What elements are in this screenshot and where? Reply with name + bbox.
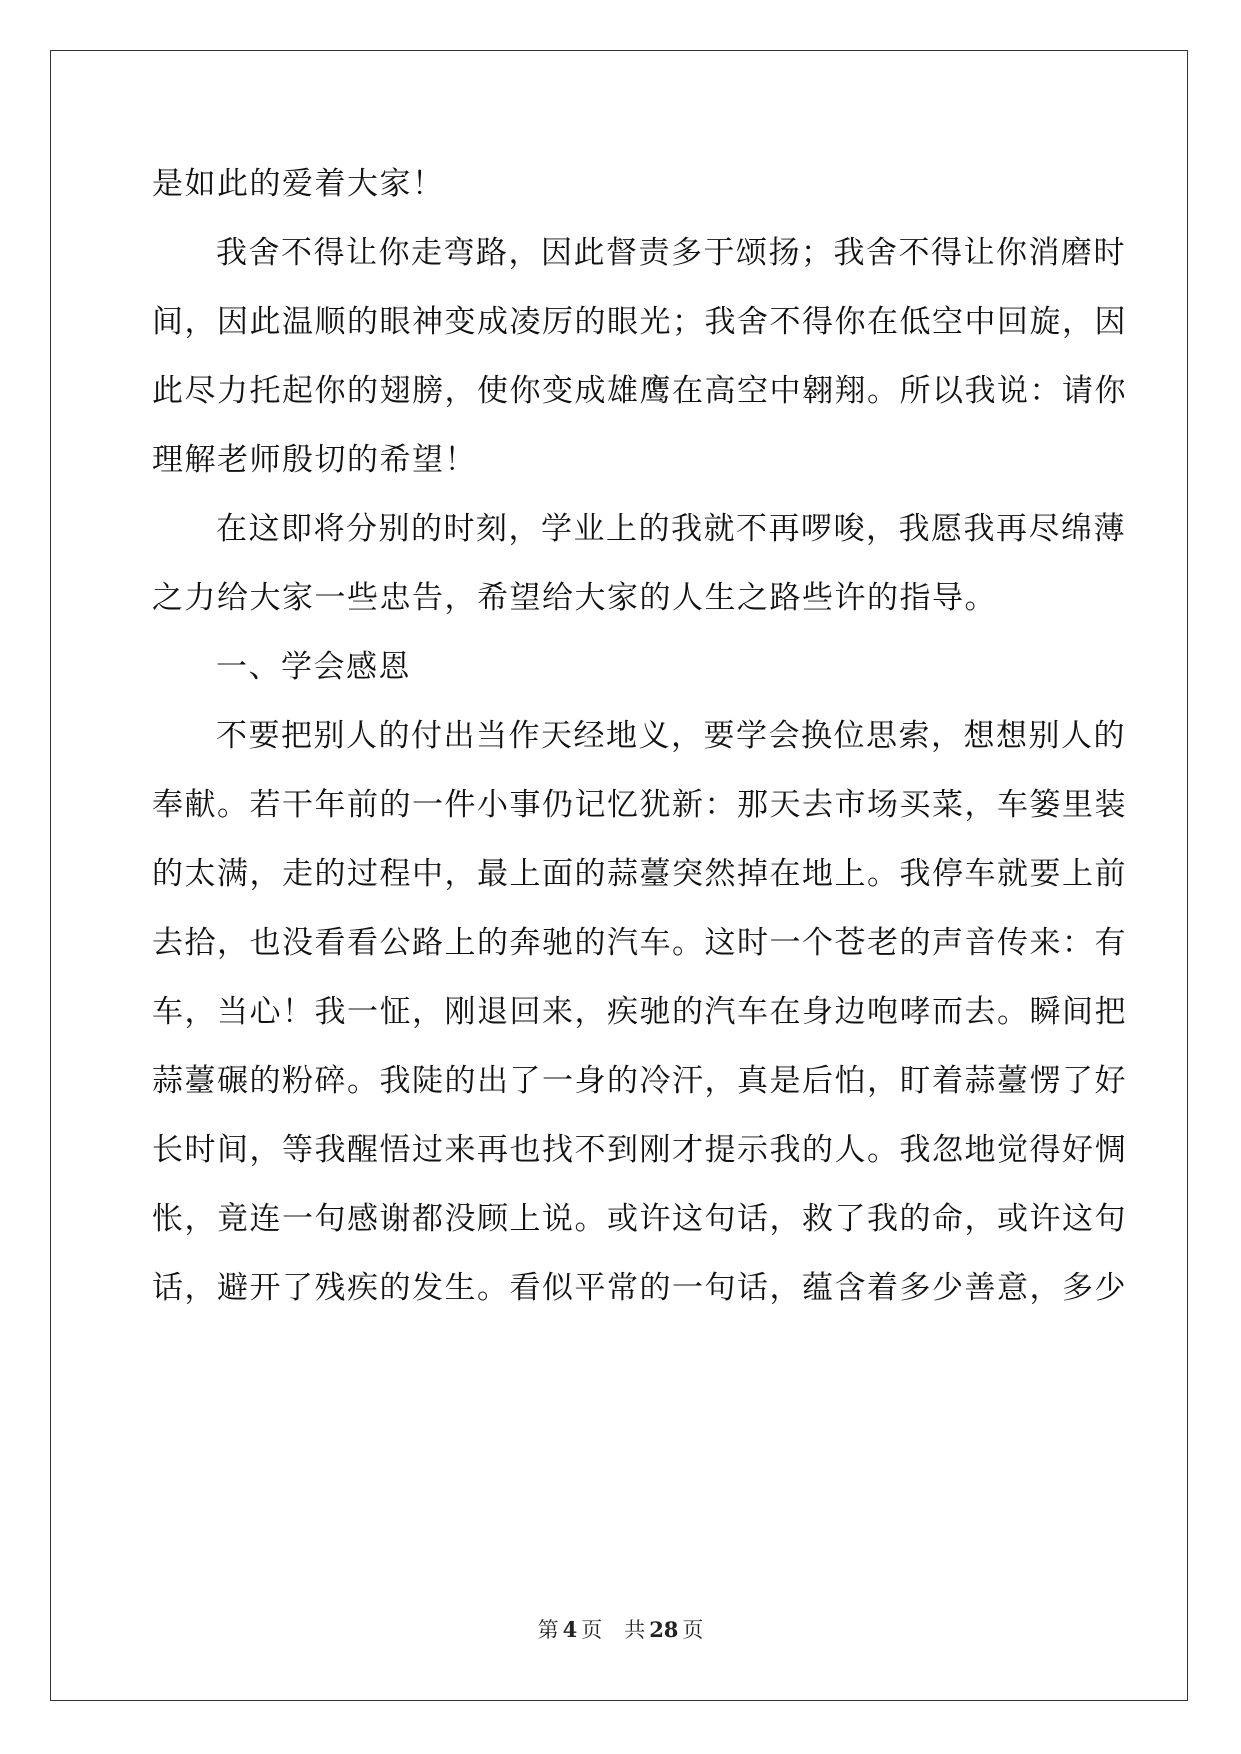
text-line: 我舍不得让你走弯路，因此督责多于颂扬；我舍不得让你消磨时 — [216, 235, 1126, 271]
text-line: 在这即将分别的时刻，学业上的我就不再啰唆，我愿我再尽绵薄 — [216, 511, 1126, 547]
page-total: 28 — [649, 1617, 679, 1642]
text-line: 之力给大家一些忠告，希望给大家的人生之路些许的指导。 — [152, 580, 997, 616]
total-prefix: 共 — [624, 1618, 646, 1642]
text-line: 不要把别人的付出当作天经地义，要学会换位思索，想想别人的 — [216, 718, 1126, 754]
text-line: 去拾，也没看看公路上的奔驰的汽车。这时一个苍老的声音传来：有 — [152, 925, 1127, 961]
page-footer — [0, 1616, 1241, 1644]
page-prefix: 第 — [537, 1618, 559, 1642]
text-line: 间，因此温顺的眼神变成凌厉的眼光；我舍不得你在低空中回旋，因 — [152, 304, 1127, 340]
page-suffix: 页 — [581, 1618, 603, 1642]
text-line: 怅，竟连一句感谢都没顾上说。或许这句话，救了我的命，或许这句 — [152, 1201, 1127, 1237]
text-line: 此尽力托起你的翅膀，使你变成雄鹰在高空中翱翔。所以我说：请你 — [152, 373, 1127, 409]
text-line: 长时间，等我醒悟过来再也找不到刚才提示我的人。我忽地觉得好惆 — [152, 1132, 1127, 1168]
section-heading: 一、学会感恩 — [216, 649, 411, 685]
text-line: 蒜薹碾的粉碎。我陡的出了一身的冷汗，真是后怕，盯着蒜薹愣了好 — [152, 1063, 1127, 1099]
text-line: 奉献。若干年前的一件小事仍记忆犹新：那天去市场买菜，车篓里装 — [152, 787, 1127, 823]
text-line: 是如此的爱着大家！ — [152, 166, 445, 202]
text-line: 理解老师殷切的希望！ — [152, 442, 477, 478]
total-suffix: 页 — [682, 1618, 704, 1642]
text-line: 车，当心！我一怔，刚退回来，疾驰的汽车在身边咆哮而去。瞬间把 — [152, 994, 1127, 1030]
page-current: 4 — [562, 1617, 578, 1642]
text-line: 的太满，走的过程中，最上面的蒜薹突然掉在地上。我停车就要上前 — [152, 856, 1127, 892]
text-line: 话，避开了残疾的发生。看似平常的一句话，蕴含着多少善意，多少 — [152, 1270, 1127, 1306]
